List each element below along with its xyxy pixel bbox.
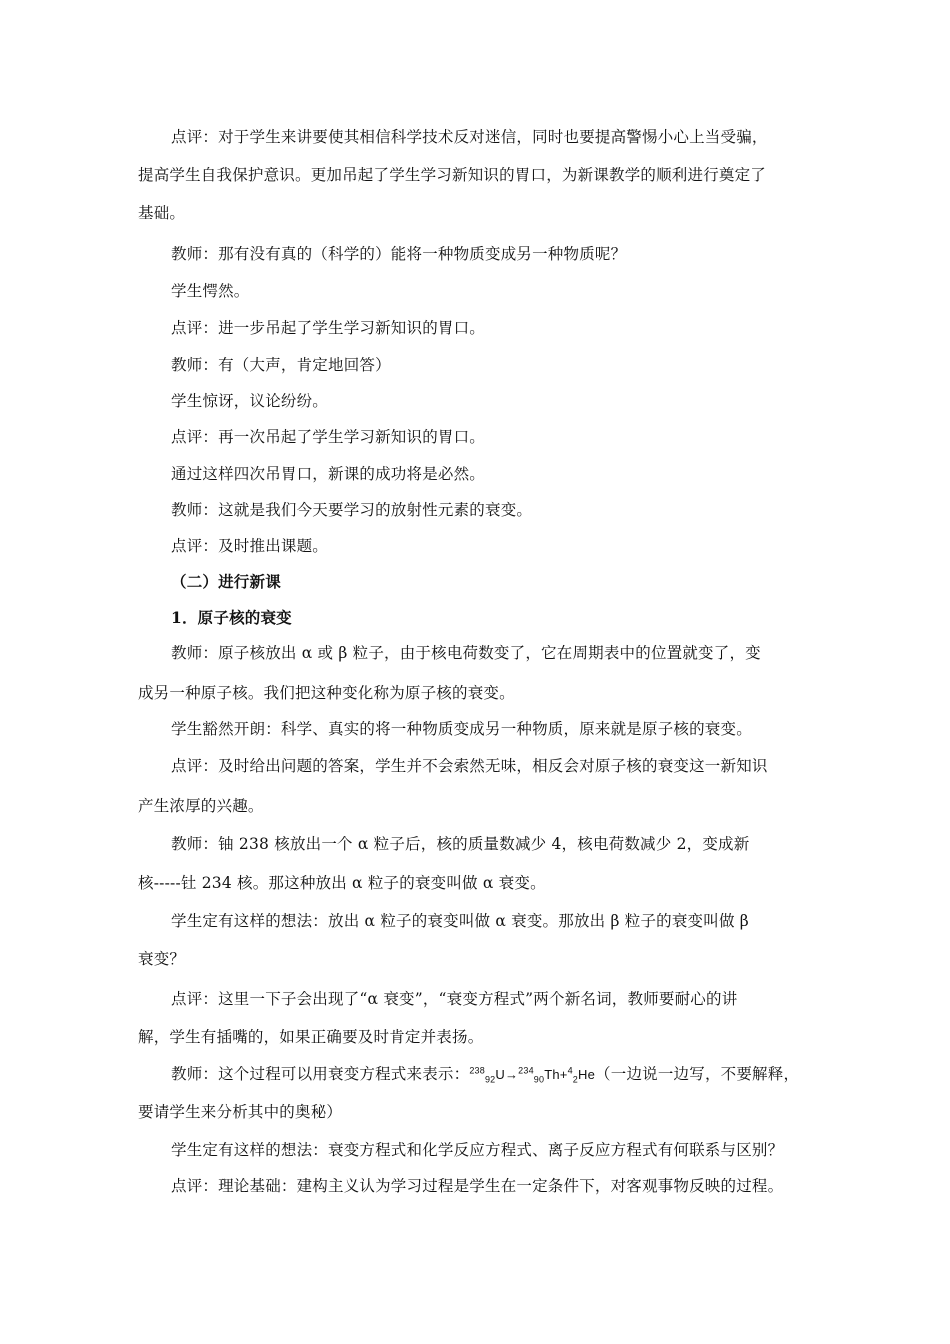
uranium-mass-number: 238 xyxy=(469,1065,485,1076)
thorium-charge-number: 90 xyxy=(533,1074,545,1085)
paragraph-comment-topic: 点评：及时推出课题。 xyxy=(171,537,329,555)
paragraph-teacher-question: 教师：那有没有真的（科学的）能将一种物质变成另一种物质呢？ xyxy=(171,245,627,263)
paragraph-four-times: 通过这样四次吊胃口，新课的成功将是必然。 xyxy=(171,465,486,483)
paragraph-student-enlightened: 学生豁然开朗：科学、真实的将一种物质变成另一种物质，原来就是原子核的衰变。 xyxy=(171,720,752,738)
paragraph-student-beta-line-2: 衰变？ xyxy=(138,950,186,968)
uranium-symbol: U xyxy=(495,1067,505,1082)
decay-equation xyxy=(469,1065,596,1085)
paragraph-comment-1-line-2: 提高学生自我保护意识。更加吊起了学生学习新知识的胃口，为新课教学的顺利进行奠定了 xyxy=(138,166,767,184)
thorium-symbol: Th xyxy=(544,1067,560,1082)
thorium-mass-number: 234 xyxy=(518,1065,534,1076)
helium-charge-number: 2 xyxy=(572,1074,579,1085)
paragraph-teacher-equation-line-2: 要请学生来分析其中的奥秘） xyxy=(138,1103,343,1121)
helium-symbol: He xyxy=(578,1067,596,1082)
paragraph-comment-terms-line-2: 解，学生有插嘴的，如果正确要及时肯定并表扬。 xyxy=(138,1028,484,1046)
paragraph-comment-answer-line-2: 产生浓厚的兴趣。 xyxy=(138,797,264,815)
section-heading: （二）进行新课 xyxy=(171,572,281,591)
paragraph-teacher-decay-line-1: 教师：原子核放出 α 或 β 粒子，由于核电荷数变了，它在周期表中的位置就变了，变 xyxy=(171,644,761,662)
uranium-charge-number: 92 xyxy=(484,1074,496,1085)
paragraph-student-stunned: 学生愕然。 xyxy=(171,282,250,300)
paragraph-comment-1-line-3: 基础。 xyxy=(138,204,186,222)
reaction-arrow: → xyxy=(504,1067,519,1082)
paragraph-teacher-yes: 教师：有（大声，肯定地回答） xyxy=(171,356,391,374)
plus-sign: + xyxy=(559,1067,568,1082)
equation-intro-text: 教师：这个过程可以用衰变方程式来表示： xyxy=(171,1065,470,1083)
paragraph-comment-answer-line-1: 点评：及时给出问题的答案，学生并不会索然无味，相反会对原子核的衰变这一新知识 xyxy=(171,757,768,775)
paragraph-teacher-uranium-line-2: 核-----钍 234 核。那这种放出 α 粒子的衰变叫做 α 衰变。 xyxy=(138,874,546,892)
paragraph-comment-theory: 点评：理论基础：建构主义认为学习过程是学生在一定条件下，对客观事物反映的过程。 xyxy=(171,1177,784,1195)
paragraph-comment-terms-line-1: 点评：这里一下子会出现了“α 衰变”，“衰变方程式”两个新名词，教师要耐心的讲 xyxy=(171,990,738,1008)
paragraph-teacher-equation xyxy=(171,1064,799,1084)
paragraph-comment-2: 点评：进一步吊起了学生学习新知识的胃口。 xyxy=(171,319,486,337)
paragraph-teacher-decay-line-2: 成另一种原子核。我们把这种变化称为原子核的衰变。 xyxy=(138,684,515,702)
paragraph-student-beta-line-1: 学生定有这样的想法：放出 α 粒子的衰变叫做 α 衰变。那放出 β 粒子的衰变叫做 β xyxy=(171,912,749,930)
equation-note-text: （一边说一边写，不要解释， xyxy=(595,1065,800,1083)
paragraph-student-compare: 学生定有这样的想法：衰变方程式和化学反应方程式、离子反应方程式有何联系与区别？ xyxy=(171,1141,784,1159)
paragraph-comment-1-line-1: 点评：对于学生来讲要使其相信科学技术反对迷信，同时也要提高警惕小心上当受骗， xyxy=(171,128,768,146)
subsection-heading: 1．原子核的衰变 xyxy=(171,608,292,627)
paragraph-student-surprised: 学生惊讶，议论纷纷。 xyxy=(171,392,329,410)
paragraph-teacher-uranium-line-1: 教师：铀 238 核放出一个 α 粒子后，核的质量数减少 4，核电荷数减少 2，变成新 xyxy=(171,835,750,853)
helium-mass-number: 4 xyxy=(567,1065,573,1076)
paragraph-comment-3: 点评：再一次吊起了学生学习新知识的胃口。 xyxy=(171,428,486,446)
paragraph-teacher-topic: 教师：这就是我们今天要学习的放射性元素的衰变。 xyxy=(171,501,533,519)
